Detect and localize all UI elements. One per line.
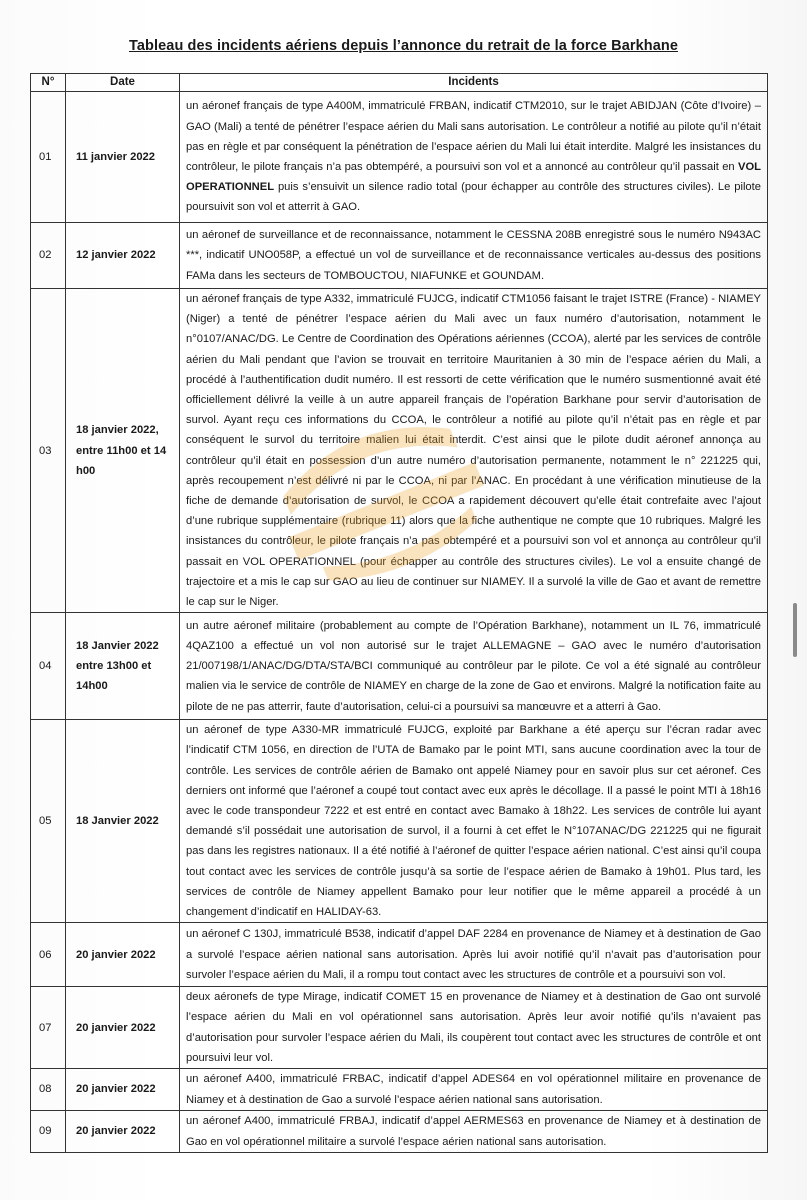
row-number: 03 — [31, 289, 66, 613]
row-number: 01 — [31, 92, 66, 223]
row-number: 02 — [31, 223, 66, 289]
table-row — [31, 923, 768, 987]
table-row — [31, 223, 768, 289]
row-incident-text: deux aéronefs de type Mirage, indicatif COMET 15 en provenance de Niamey et à destination de Gao ont survolé l’espace aérien du Mali en vol opérationnel sans autorisation. Après leur avoir notifié qu’ils n’avaient pas d’autorisation pour survoler l’espace aérien du Mali, ils coupèrent tout contact avec les structures de contrôle et ont poursuivi leur vol. — [180, 987, 768, 1069]
incident-text-bold: VOL OPERATIONNEL — [186, 161, 761, 194]
row-incident-text: un autre aéronef militaire (probablement au compte de l’Opération Barkhane), notamment un IL 76, immatriculé 4QAZ100 a effectué un vol non autorisé sur le trajet ALLEMAGNE – GAO avec le numéro d’autorisation 21/007198/1/ANAC/DG/DTA/STA/BCI communiqué au contrôleur par le pilote. Ce vol a été signalé au contrôleur malien via le service de contrôle de NIAMEY en charge de la zone de Gao et environs. Malgré la notification faite au pilote de ne pas atterrir, faute d’autorisation, celui-ci a poursuivi sa manœuvre et a atterri à Gao. — [180, 613, 768, 720]
header-incidents: Incidents — [180, 74, 768, 92]
header-num: N° — [31, 74, 66, 92]
row-number: 09 — [31, 1111, 66, 1153]
table-row — [31, 1111, 768, 1153]
row-number: 07 — [31, 987, 66, 1069]
row-date: 20 janvier 2022 — [66, 987, 180, 1069]
header-date: Date — [66, 74, 180, 92]
table-row — [31, 987, 768, 1069]
row-date: 18 janvier 2022, entre 11h00 et 14 h00 — [66, 289, 180, 613]
row-date: 20 janvier 2022 — [66, 1111, 180, 1153]
row-date: 20 janvier 2022 — [66, 923, 180, 987]
row-number: 04 — [31, 613, 66, 720]
table-header-row — [31, 74, 768, 92]
row-number: 05 — [31, 720, 66, 923]
row-date: 18 Janvier 2022 entre 13h00 et 14h00 — [66, 613, 180, 720]
row-incident-text: un aéronef C 130J, immatriculé B538, indicatif d’appel DAF 2284 en provenance de Niamey et à destination de Gao a survolé l’espace aérien national sans autorisation. Après lui avoir notifié qu’il n’avait pas d’autorisation pour survoler l’espace aérien du Mali, il a rompu tout contact avec les structures de contrôle et a poursuivi son vol. — [180, 923, 768, 987]
incident-text-part: puis s’ensuivit un silence radio total (pour échapper au contrôle des structures civiles). Le pilote poursuivit son vol et atterrit à GAO. — [186, 181, 761, 214]
table-row — [31, 289, 768, 613]
incident-text-part: un aéronef français de type A400M, immatriculé FRBAN, indicatif CTM2010, sur le trajet ABIDJAN (Côte d’Ivoire) – GAO (Mali) a tenté de pénétrer l’espace aérien du Mali sans autorisation. Le contrôleur a notifié au pilote qu’il n’était pas en règle et par conséquent la pénétration de l’espace aérien du Mali lui était interdite. Malgré les insistances du contrôleur, le pilote français n’a pas obtempéré, a poursuivi son vol et a annoncé au contrôleur qu’il passait en — [186, 100, 761, 173]
row-number: 06 — [31, 923, 66, 987]
row-incident-text — [180, 92, 768, 223]
row-date: 11 janvier 2022 — [66, 92, 180, 223]
document-title: Tableau des incidents aériens depuis l’annonce du retrait de la force Barkhane — [128, 38, 679, 54]
row-incident-text: un aéronef de type A330-MR immatriculé FUJCG, exploité par Barkhane a été aperçu sur l’écran radar avec l’indicatif CTM 1056, en direction de l’UTA de Bamako par le point MTI, sans aucune coordination avec la tour de contrôle. Les services de contrôle aérien de Bamako ont appelé Niamey pour en savoir plus sur cet aéronef. Ces derniers ont informé que l’aéronef a coupé tout contact avec eux après le décollage. Il a passé le point MTI à 18h16 avec le code transpondeur 7222 et est entré en contact avec Bamako à 18h22. Les services de contrôle lui ayant demandé s’il possédait une autorisation de survol, il a fourni à cet effet le N°107ANAC/DG 221225 qui ne figurait pas dans les registres nationaux. Il a été notifié à l’aéronef de quitter l’espace aérien national. C’est ainsi qu’il coupa tout contact avec les services de contrôle jusqu’à sa sortie de l’espace aérien de Bamako à 19h01. Plus tard, les services de contrôle de Niamey appellent Bamako pour leur notifier que le même appareil a procédé à un changement d’indicatif en HALIDAY-63. — [180, 720, 768, 923]
row-number: 08 — [31, 1069, 66, 1111]
row-date: 20 janvier 2022 — [66, 1069, 180, 1111]
row-date: 12 janvier 2022 — [66, 223, 180, 289]
row-incident-text: un aéronef français de type A332, immatriculé FUJCG, indicatif CTM1056 faisant le trajet ISTRE (France) - NIAMEY (Niger) a tenté de pénétrer l’espace aérien du Mali avec un faux numéro d’autorisation, notamment le n°0107/ANAC/DG. Le Centre de Coordination des Opérations aériennes (CCOA), alerté par les services de contrôle aérien du Mali pendant que l’avion se trouvait en territoire Mauritanien à 30 min de l’espace aérien du Mali, a procédé à l’authentification dudit numéro. Il est ressorti de cette vérification que le numéro susmentionné avait été officiellement délivré la veille à un autre appareil français de l’opération Barkhane pour servir d’autorisation de survol. Ayant reçu ces informations du CCOA, le contrôleur a notifié au pilote qu’il n’était pas en règle et par conséquent le survol du territoire malien lui était interdit. C’est ainsi que le pilote dudit aéronef annonça au contrôleur qu’il était en possession d’un autre numéro d’autorisation permanente, notamment le n° 221225 qui, après recoupement n’est délivré ni par le CCOA, ni par l’ANAC. En procédant à une vérification minutieuse de la fiche de demande d’autorisation de survol, le CCOA a rapidement découvert qu’elle était contrefaite avec l’ajout d’une rubrique supplémentaire (rubrique 11) alors que la fiche authentique ne compte que 10 rubriques. Malgré les insistances du contrôleur, le pilote français n’a pas obtempéré et a poursuivi son vol et annonça au contrôleur qu’il passait en VOL OPERATIONNEL (pour échapper au contrôle des structures civiles). Le vol a ensuite changé de trajectoire et a mis le cap sur GAO au lieu de continuer sur NIAMEY. Il a survolé la ville de Gao et avant de remettre le cap sur le Niger. — [180, 289, 768, 613]
row-incident-text: un aéronef de surveillance et de reconnaissance, notamment le CESSNA 208B enregistré sous le numéro N943AC ***, indicatif UNO058P, a effectué un vol de surveillance et de reconnaissance verticales au-dessus des positions FAMa dans les secteurs de TOMBOUCTOU, NIAFUNKE et GOUNDAM. — [180, 223, 768, 289]
table-row — [31, 1069, 768, 1111]
row-incident-text: un aéronef A400, immatriculé FRBAJ, indicatif d’appel AERMES63 en provenance de Niamey et à destination de Gao en vol opérationnel militaire a survolé l’espace aérien national sans autorisation. — [180, 1111, 768, 1153]
row-incident-text: un aéronef A400, immatriculé FRBAC, indicatif d’appel ADES64 en vol opérationnel militaire en provenance de Niamey et à destination de Gao a survolé l’espace aérien national sans autorisation. — [180, 1069, 768, 1111]
table-row — [31, 720, 768, 923]
table-row — [31, 613, 768, 720]
row-date: 18 Janvier 2022 — [66, 720, 180, 923]
scrollbar-thumb[interactable] — [793, 603, 797, 657]
incidents-table — [30, 73, 768, 1153]
table-row — [31, 92, 768, 223]
